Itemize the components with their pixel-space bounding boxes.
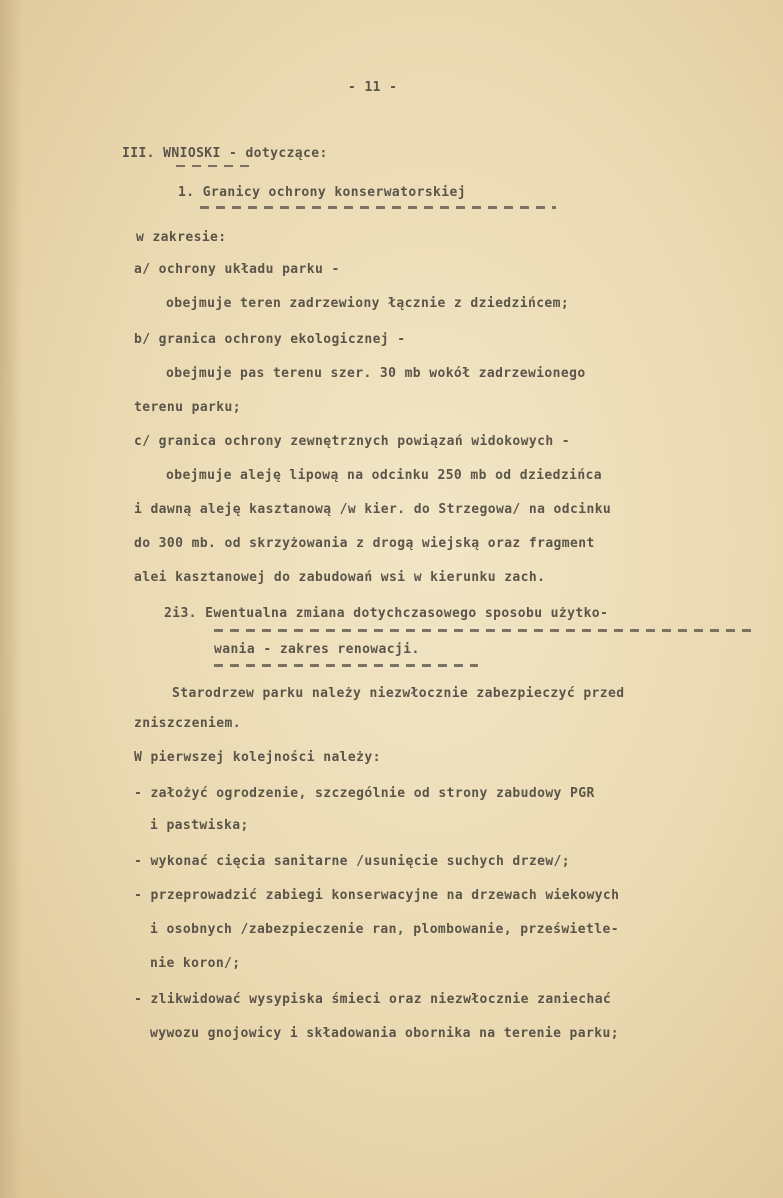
bullet-3-line-3: nie koron/; <box>150 956 241 971</box>
section-heading <box>122 146 328 161</box>
scope-label: w zakresie: <box>136 230 227 245</box>
item-2-number: 2i3. <box>164 606 197 621</box>
point-b-label: b/ granica ochrony ekologicznej - <box>134 332 406 347</box>
bullet-4-line-1: - zlikwidować wysypiska śmieci oraz niezwłocznie zaniechać <box>134 992 612 1007</box>
section-roman-numeral: III. <box>122 146 155 161</box>
item-1-title: Granicy ochrony konserwatorskiej <box>202 185 466 200</box>
item-2-heading <box>164 606 608 621</box>
point-b-line-2: terenu parku; <box>134 400 241 415</box>
item-2-title-line-1: Ewentualna zmiana dotychczasowego sposobu użytko- <box>205 606 609 621</box>
section-title-underline <box>176 165 250 167</box>
page-number: - 11 - <box>348 80 398 95</box>
point-c-line-1: obejmuje aleję lipową na odcinku 250 mb od dziedzińca <box>166 468 603 483</box>
point-c-label: c/ granica ochrony zewnętrznych powiązań widokowych - <box>134 434 571 449</box>
bullet-1-line-2: i pastwiska; <box>150 818 249 833</box>
item-1-heading <box>178 185 466 200</box>
section-title: WNIOSKI <box>163 146 221 161</box>
bullet-3-line-1: - przeprowadzić zabiegi konserwacyjne na drzewach wiekowych <box>134 888 620 903</box>
point-c-line-3: do 300 mb. od skrzyżowania z drogą wiejską oraz fragment <box>134 536 595 551</box>
item-2-underline-2 <box>214 664 478 667</box>
bullet-4-line-2: wywozu gnojowicy i składowania obornika na terenie parku; <box>150 1026 619 1041</box>
item-2-underline-1 <box>214 629 758 632</box>
point-c-line-2: i dawną aleję kasztanową /w kier. do Strzegowa/ na odcinku <box>134 502 612 517</box>
bullet-1-line-1: - założyć ogrodzenie, szczególnie od strony zabudowy PGR <box>134 786 595 801</box>
bullet-3-line-2: i osobnych /zabezpieczenie ran, plombowanie, prześwietle- <box>150 922 619 937</box>
paragraph-1-line-2: zniszczeniem. <box>134 716 241 731</box>
item-1-underline <box>200 206 556 209</box>
point-b-line-1: obejmuje pas terenu szer. 30 mb wokół zadrzewionego <box>166 366 586 381</box>
item-1-number: 1. <box>178 185 195 200</box>
paragraph-1-line-1: Starodrzew parku należy niezwłocznie zabezpieczyć przed <box>172 686 625 701</box>
point-a-label: a/ ochrony układu parku - <box>134 262 340 277</box>
item-2-title-line-2: wania - zakres renowacji. <box>214 642 420 657</box>
point-c-line-4: alei kasztanowej do zabudowań wsi w kierunku zach. <box>134 570 546 585</box>
first-order-label: W pierwszej kolejności należy: <box>134 750 381 765</box>
section-title-rest: - dotyczące: <box>228 146 328 161</box>
bullet-2-line-1: - wykonać cięcia sanitarne /usunięcie suchych drzew/; <box>134 854 571 869</box>
point-a-line-1: obejmuje teren zadrzewiony łącznie z dziedzińcem; <box>166 296 570 311</box>
